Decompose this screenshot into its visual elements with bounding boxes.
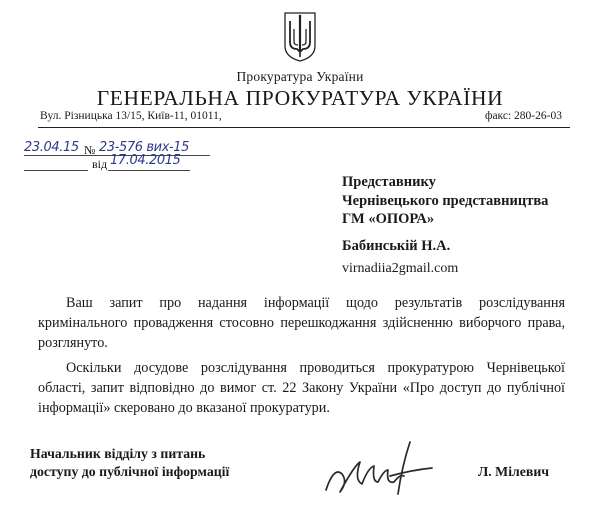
coat-of-arms-icon <box>283 12 317 62</box>
header-divider <box>38 127 570 128</box>
signer-position-line-2: доступу до публічної інформації <box>30 464 230 479</box>
recipient-email: virnadiia2gmail.com <box>342 261 459 276</box>
outgoing-date: 23.04.15 <box>24 140 79 155</box>
body-paragraph: Оскільки досудове розслідування проводиться прокуратурою Чернівецької області, запит відповідно до вимог ст. 22 Закону України «Про доступ до публічної інформації» скеровано до вказаної прокуратури. <box>38 360 565 416</box>
number-label: № <box>84 143 96 157</box>
recipient-name: Бабинській Н.А. <box>342 238 451 254</box>
reference-label: від <box>92 157 108 171</box>
recipient-organization-name: ГМ «ОПОРА» <box>342 211 435 227</box>
address: Вул. Різницька 13/15, Київ-11, 01011, <box>40 110 222 122</box>
reference-date: 17.04.2015 <box>110 153 181 168</box>
recipient-organization: Чернівецького представництва <box>342 193 549 209</box>
organization-subtitle: Прокуратура України <box>236 69 364 84</box>
signer-position: Начальник відділу з питань <box>30 446 206 461</box>
fax-number: факс: 280-26-03 <box>485 110 562 122</box>
reference-date-line <box>108 170 190 171</box>
handwritten-signature <box>320 436 438 498</box>
organization-title: ГЕНЕРАЛЬНА ПРОКУРАТУРА УКРАЇНИ <box>96 86 504 110</box>
recipient-title: Представнику <box>342 174 436 190</box>
reference-number-line <box>24 170 88 171</box>
outgoing-number: 23-576 вих-15 <box>99 140 190 155</box>
body-paragraph: Ваш запит про надання інформації щодо результатів розслідування кримінального провадження стосовно перешкоджання здійсненню виборчого права, розглянуто. <box>38 295 565 351</box>
signer-name: Л. Мілевич <box>478 464 550 479</box>
